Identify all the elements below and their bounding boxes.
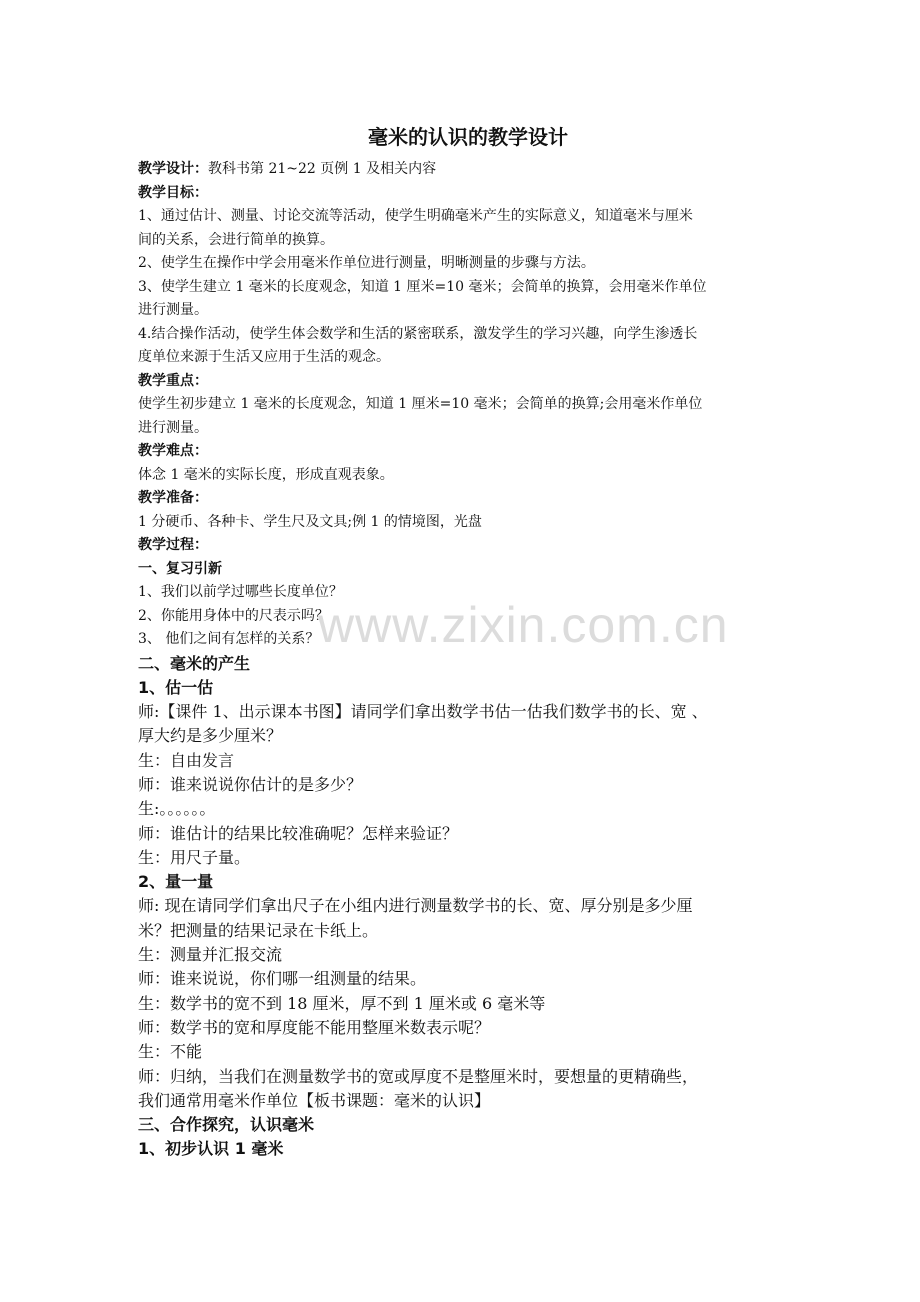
body-line: 生：用尺子量。 bbox=[138, 847, 251, 867]
body-line: 生：数学书的宽不到 18 厘米，厚不到 1 厘米或 6 毫米等 bbox=[138, 993, 546, 1013]
body-line: 使学生初步建立 1 毫米的长度观念，知道 1 厘米=10 毫米；会简单的换算;会用毫米作单位 bbox=[138, 396, 703, 412]
section-heading: 教学目标： bbox=[138, 184, 208, 201]
body-line: 2、使学生在操作中学会用毫米作单位进行测量，明晰测量的步骤与方法。 bbox=[138, 255, 595, 271]
body-line: 生：测量并汇报交流 bbox=[138, 945, 283, 965]
section-heading: 1、估一估 bbox=[138, 677, 214, 697]
section-heading: 三、合作探究，认识毫米 bbox=[138, 1115, 315, 1135]
body-line: 师：谁估计的结果比较准确呢？怎样来验证？ bbox=[138, 823, 459, 843]
body-line: 师:【课件 1、出示课本书图】请同学们拿出数学书估一估我们数学书的长、宽 、 bbox=[138, 702, 708, 722]
body-line: 1、通过估计、测量、讨论交流等活动，使学生明确毫米产生的实际意义，知道毫米与厘米 bbox=[138, 208, 693, 224]
body-line: 体念 1 毫米的实际长度，形成直观表象。 bbox=[138, 466, 394, 483]
section-heading: 教学准备： bbox=[138, 490, 208, 506]
document-body bbox=[138, 158, 798, 1162]
section-heading: 教学重点： bbox=[138, 372, 208, 389]
body-line: 4.结合操作活动，使学生体会数学和生活的紧密联系，激发学生的学习兴趣，向学生渗透长 bbox=[138, 325, 698, 342]
body-line: 师：归纳，当我们在测量数学书的宽或厚度不是整厘米时，要想量的更精确些， bbox=[138, 1066, 699, 1086]
body-line: 生:。。。。。。 bbox=[138, 799, 216, 819]
body-line: 间的关系，会进行简单的换算。 bbox=[138, 231, 334, 248]
body-line: 进行测量。 bbox=[138, 419, 208, 436]
body-line: 生：不能 bbox=[138, 1042, 203, 1062]
body-line: 1 分硬币、各种卡、学生尺及文具;例 1 的情境图，光盘 bbox=[138, 513, 482, 530]
body-line: 1、我们以前学过哪些长度单位？ bbox=[138, 584, 343, 600]
body-line: 师：数学书的宽和厚度能不能用整厘米数表示呢？ bbox=[138, 1017, 491, 1037]
document-title: 毫米的认识的教学设计 bbox=[368, 125, 568, 149]
watermark: www.zixin.com.cn bbox=[318, 597, 729, 653]
body-line: 3、使学生建立 1 毫米的长度观念，知道 1 厘米=10 毫米；会简单的换算，会用毫米作单位 bbox=[138, 278, 707, 295]
line-value: 教科书第 21~22 页例 1 及相关内容 bbox=[208, 161, 437, 177]
section-heading: 教学难点： bbox=[138, 443, 208, 459]
section-heading: 一、复习引新 bbox=[138, 560, 222, 577]
body-line: 3、 他们之间有怎样的关系？ bbox=[138, 631, 320, 647]
body-line: 厚大约是多少厘米？ bbox=[138, 726, 283, 746]
body-line: 我们通常用毫米作单位【板书课题：毫米的认识】 bbox=[138, 1090, 491, 1110]
body-line: 进行测量。 bbox=[138, 302, 208, 318]
section-heading: 教学过程： bbox=[138, 537, 208, 553]
section-heading: 2、量一量 bbox=[138, 872, 214, 892]
body-line: 生：自由发言 bbox=[138, 750, 235, 770]
document-page bbox=[138, 118, 798, 1162]
body-line: 米？把测量的结果记录在卡纸上。 bbox=[138, 920, 379, 940]
body-line bbox=[138, 158, 798, 182]
line-label: 教学设计： bbox=[138, 161, 208, 177]
body-line: 师：谁来说说你估计的是多少？ bbox=[138, 774, 363, 794]
section-heading: 1、初步认识 1 毫米 bbox=[138, 1139, 284, 1159]
body-line: 师：谁来说说，你们哪一组测量的结果。 bbox=[138, 969, 427, 989]
body-line: 度单位来源于生活又应用于生活的观念。 bbox=[138, 349, 390, 365]
body-line: 2、你能用身体中的尺表示吗？ bbox=[138, 607, 329, 624]
section-heading: 二、毫米的产生 bbox=[138, 653, 251, 673]
body-line: 师: 现在请同学们拿出尺子在小组内进行测量数学书的长、宽、厚分别是多少厘 bbox=[138, 896, 693, 916]
